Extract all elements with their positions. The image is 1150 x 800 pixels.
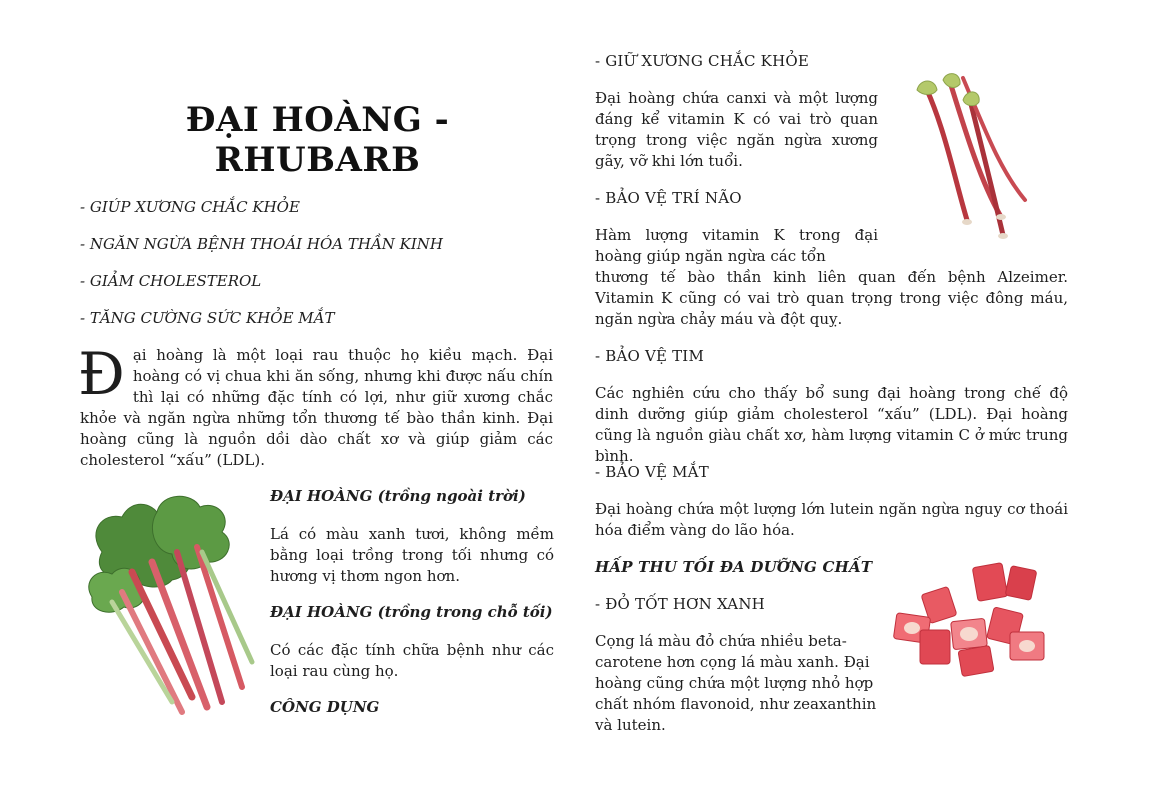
- benefit-item: - GIÚP XƯƠNG CHẮC KHỎE: [80, 198, 300, 216]
- rhubarb-stalks-image: [905, 70, 1063, 252]
- heart-heading: - BẢO VỆ TIM: [595, 347, 704, 365]
- benefit-item: - GIẢM CHOLESTEROL: [80, 272, 262, 290]
- outdoor-heading: ĐẠI HOÀNG (trồng ngoài trời): [270, 487, 526, 505]
- benefit-item: - TĂNG CƯỜNG SỨC KHỎE MẮT: [80, 309, 335, 327]
- outdoor-text: Lá có màu xanh tươi, không mềm bằng loại trồng trong tối nhưng có hương vị thơm ngon hơn.: [270, 525, 554, 585]
- intro-paragraph: [78, 340, 553, 471]
- intro-text: ại hoàng là một loại rau thuộc họ kiều mạch. Đại hoàng có vị chua khi ăn sống, nhưng khi được nấu chín thì lại có những đặc tính có lợi, như giữ xương chắc khỏe và ngăn ngừa những tổn thương tế bào thần kinh. Đại hoàng cũng là nguồn dồi dào chất xơ và giúp giảm các cholesterol “xấu” (LDL).: [80, 346, 553, 469]
- chopped-rhubarb-image: [890, 560, 1070, 680]
- bones-heading: - GIỮ XƯƠNG CHẮC KHỎE: [595, 52, 810, 70]
- page-title: ĐẠI HOÀNG - RHUBARB: [185, 100, 450, 180]
- brain-text-short: Hàm lượng vitamin K trong đại hoàng giúp ngăn ngừa các tổn: [595, 226, 878, 265]
- indoor-heading: ĐẠI HOÀNG (trồng trong chỗ tối): [270, 603, 553, 621]
- bones-text: Đại hoàng chứa canxi và một lượng đáng kể vitamin K có vai trò quan trọng trong việc ngăn ngừa xương gãy, vỡ khi lớn tuổi.: [595, 89, 878, 170]
- absorb-heading: HẤP THU TỐI ĐA DƯỠNG CHẤT: [595, 558, 873, 576]
- benefit-item: - NGĂN NGỪA BỆNH THOÁI HÓA THẦN KINH: [80, 235, 444, 253]
- brain-text-long: thương tế bào thần kinh liên quan đến bệnh Alzeimer. Vitamin K cũng có vai trò quan trọng trong việc đông máu, ngăn ngừa chảy máu và đột quỵ.: [595, 268, 1068, 328]
- benefit-list: [80, 196, 550, 344]
- brain-heading: - BẢO VỆ TRÍ NÃO: [595, 189, 742, 207]
- green-rhubarb-image: [82, 492, 264, 724]
- uses-heading: CÔNG DỤNG: [270, 698, 380, 716]
- indoor-text: Có các đặc tính chữa bệnh như các loại rau cùng họ.: [270, 641, 554, 680]
- heart-text: Các nghiên cứu cho thấy bổ sung đại hoàng trong chế độ dinh dưỡng giúp giảm cholesterol “xấu” (LDL). Đại hoàng cũng là nguồn giàu chất xơ, hàm lượng vitamin C ở mức trung bình.: [595, 384, 1068, 465]
- red-heading: - ĐỎ TỐT HƠN XANH: [595, 595, 765, 613]
- red-text: Cọng lá màu đỏ chứa nhiều beta-carotene hơn cọng lá màu xanh. Đại hoàng cũng chứa một lượng nhỏ hợp chất nhóm flavonoid, như zeaxanthin và lutein.: [595, 632, 877, 734]
- eyes-heading: - BẢO VỆ MẮT: [595, 463, 709, 481]
- eyes-text: Đại hoàng chứa một lượng lớn lutein ngăn ngừa nguy cơ thoái hóa điểm vàng do lão hóa.: [595, 500, 1068, 539]
- drop-cap: Đ: [78, 340, 125, 408]
